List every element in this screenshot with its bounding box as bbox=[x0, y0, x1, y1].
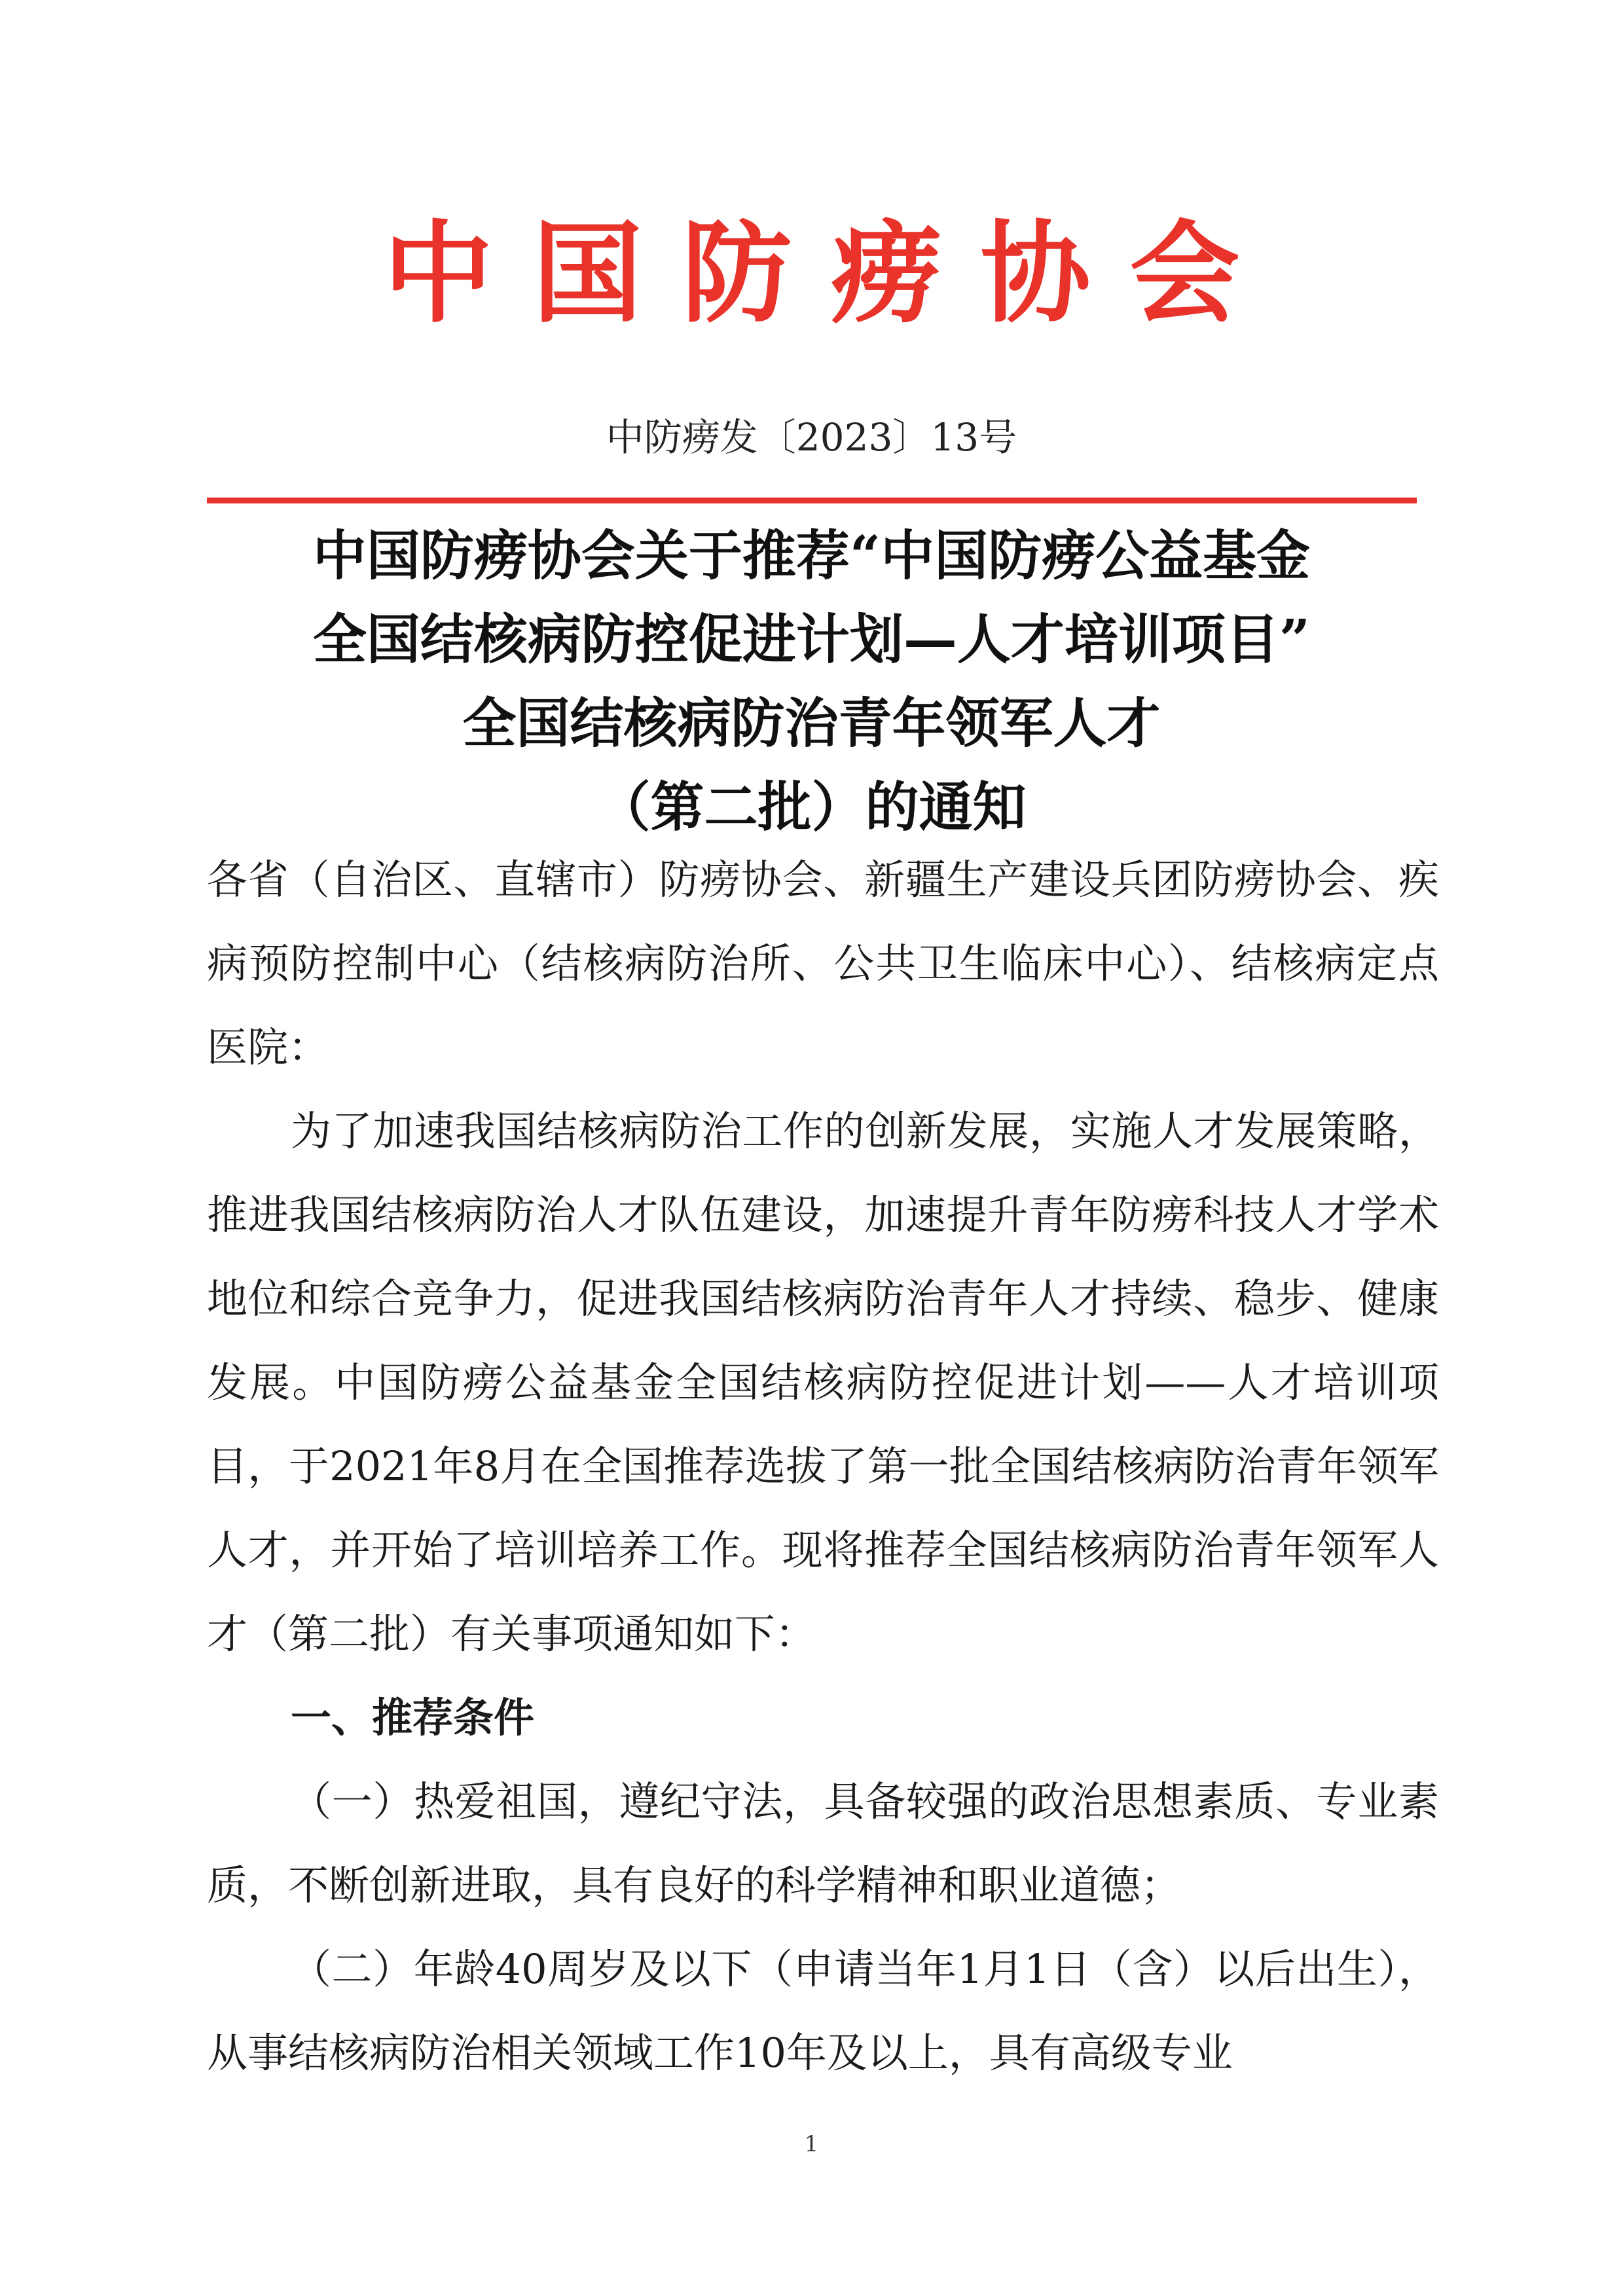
document-number: 中防痨发〔2023〕13号 bbox=[606, 415, 1017, 460]
document-body bbox=[207, 838, 1439, 2095]
recipients-paragraph: 各省（自治区、直辖市）防痨协会、新疆生产建设兵团防痨协会、疾病预防控制中心（结核病防治所、公共卫生临床中心）、结核病定点医院： bbox=[207, 856, 1439, 1071]
title-line: （第二批）的通知 bbox=[596, 776, 1027, 839]
organization-header: 中国防痨协会 bbox=[383, 210, 1279, 338]
section-heading: 一、推荐条件 bbox=[291, 1694, 535, 1741]
condition-paragraph: （一）热爱祖国，遵纪守法，具备较强的政治思想素质、专业素质，不断创新进取，具有良好的科学精神和职业道德； bbox=[207, 1777, 1439, 1909]
condition-paragraph: （二）年龄40周岁及以下（申请当年1月1日（含）以后出生），从事结核病防治相关领域工作10年及以上，具有高级专业 bbox=[207, 1945, 1439, 2077]
title-line: 全国结核病防治青年领军人才 bbox=[462, 692, 1161, 755]
red-divider-rule bbox=[207, 498, 1417, 503]
title-line: 全国结核病防控促进计划—人才培训项目” bbox=[312, 608, 1311, 671]
page-number: 1 bbox=[804, 2131, 819, 2157]
intro-paragraph: 为了加速我国结核病防治工作的创新发展，实施人才发展策略，推进我国结核病防治人才队伍建设，加速提升青年防痨科技人才学术地位和综合竞争力，促进我国结核病防治青年人才持续、稳步、健康发展。中国防痨公益基金全国结核病防控促进计划——人才培训项目，于2021年8月在全国推荐选拔了第一批全国结核病防治青年领军人才，并开始了培训培养工作。现将推荐全国结核病防治青年领军人才（第二批）有关事项通知如下： bbox=[207, 1107, 1439, 1658]
title-line: 中国防痨协会关于推荐“中国防痨公益基金 bbox=[312, 524, 1311, 587]
document-title bbox=[170, 514, 1453, 849]
